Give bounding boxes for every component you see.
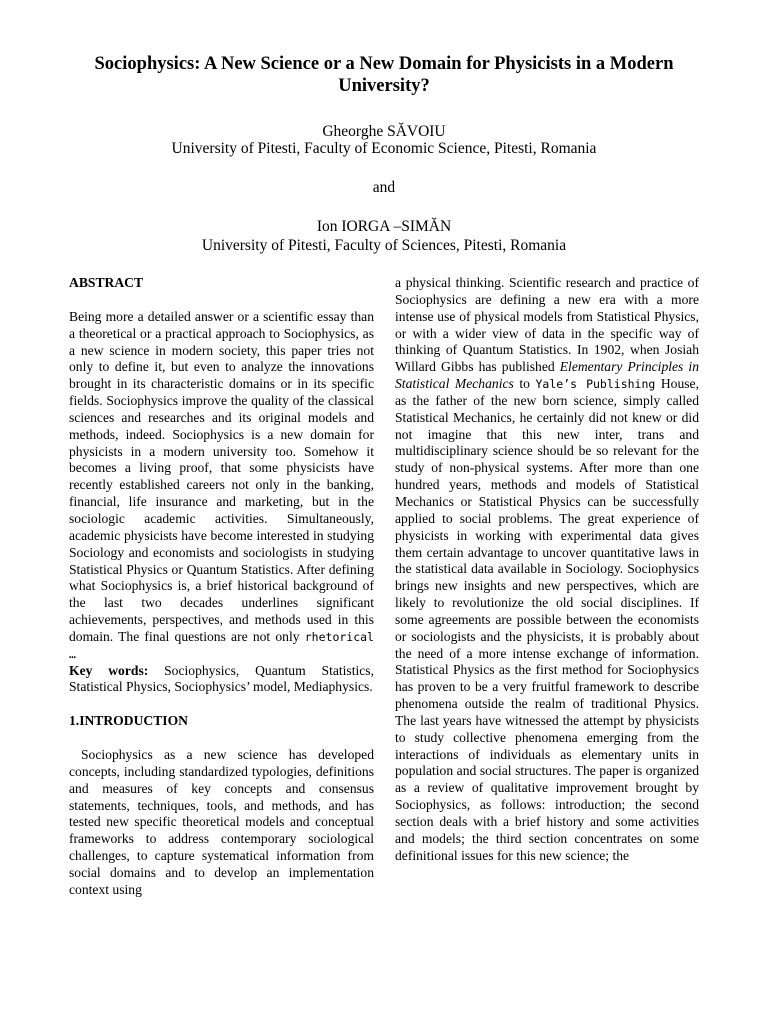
introduction-continued xyxy=(395,275,699,865)
author-1-affiliation: University of Pitesti, Faculty of Economic Science, Pitesti, Romania xyxy=(171,140,597,157)
author-connector: and xyxy=(372,179,396,196)
abstract-tail: rhetorical … xyxy=(69,629,374,661)
introduction-paragraph-1: Sociophysics as a new science has developed concepts, including standardized typologies, definitions and measures of key concepts and consensus statements, techniques, tools, and methods, and has tested new specific theoretical models and conceptual frameworks to address contemporary sociological challenges, to capture systematical information from social domains and to develop an implementation context using xyxy=(69,747,374,897)
introduction-heading: 1.INTRODUCTION xyxy=(69,713,188,729)
right-column xyxy=(395,275,699,865)
intro-text-part-1: a physical thinking. Scientific research and practice of Sociophysics are defining a new era with a more intense use of physical models from Statistical Physics, or with a wider view of data in the specific way of thinking of Quantum Statistics. In 1902, when Josiah Willard Gibbs has published xyxy=(395,275,699,375)
keywords-list: Sociophysics, Quantum Statistics, Statistical Physics, Sociophysics’ model, Mediaphysics. xyxy=(69,662,374,695)
left-column xyxy=(69,275,374,899)
author-2-name: Ion IORGA –SIMĂN xyxy=(316,218,452,235)
abstract-text: Being more a detailed answer or a scientific essay than a theoretical or a practical approach to Sociophysics, as a new science in modern society, this paper tries not only to define it, but even to analyze the innovations brought in its characteristic domains or in its specific fields. Sociophysics improve the quality of the classical sciences and researches and its original models and methods, indeed. Sociophysics is a new domain for physicists in a modern university too. Somehow it becomes a living proof, that some physicists have recently established careers not only in the banking, financial, life insurance and marketing, but in the sociologic academic activities. Simultaneously, academic physicists have become interested in studying Sociology and economists and sociologists in studying Statistical Physics or Quantum Statistics. After defining what Sociophysics is, a brief historical background of the last two decades underlines significant achievements, perspectives, and methods used in this domain. The final questions are not only xyxy=(69,308,374,644)
abstract-heading: ABSTRACT xyxy=(69,275,144,290)
intro-text-part-3: House, as the father of the new born science, simply called Statistical Mechanics, he certainly did not knew or did not imagine that this new inter, trans and multidisciplinary science should be so relevant for the study of non-physical systems. After more than one hundred years, methods and models of Statistical Mechanics or Statistical Physics can be successfully applied to social problems. The great experience of physicists in working with experimental data gives them certain advantage to uncover quantitative laws in the statistical data available in Sociology. Sociophysics brings new insights and new perspectives, which are likely to revolutionize the old social disciplines. If some agreements are possible between the economists or sociologists and the physicists, it is probably about the need of a more intense exchange of information. Statistical Physics as the first method for Sociophysics has proven to be a very fruitful framework to describe phenomena outside the realm of traditional Physics. The last years have witnessed the attempt by physicists to study collective phenomena emerging from the interactions of individuals as elementary units in population and social structures. The paper is organized as a review of qualitative improvement brought by Sociophysics, as follows: introduction; the second section deals with a brief history and some activities and models; the third section concentrates on some definitional issues for this new science; the xyxy=(395,376,699,863)
paper-title: Sociophysics: A New Science or a New Domain for Physicists in a Modern University? xyxy=(94,54,674,96)
abstract-body xyxy=(69,309,374,663)
author-1-name: Gheorghe SĂVOIU xyxy=(322,123,446,140)
intro-text-part-2: to xyxy=(519,376,530,392)
book-title: Elementary Principles in Statistical Mechanics xyxy=(395,359,699,392)
author-2-affiliation: University of Pitesti, Faculty of Sciences, Pitesti, Romania xyxy=(201,237,567,254)
keywords xyxy=(69,663,374,697)
publisher-name: Yale’s Publishing xyxy=(535,377,656,392)
keywords-label: Key words: xyxy=(69,662,149,678)
